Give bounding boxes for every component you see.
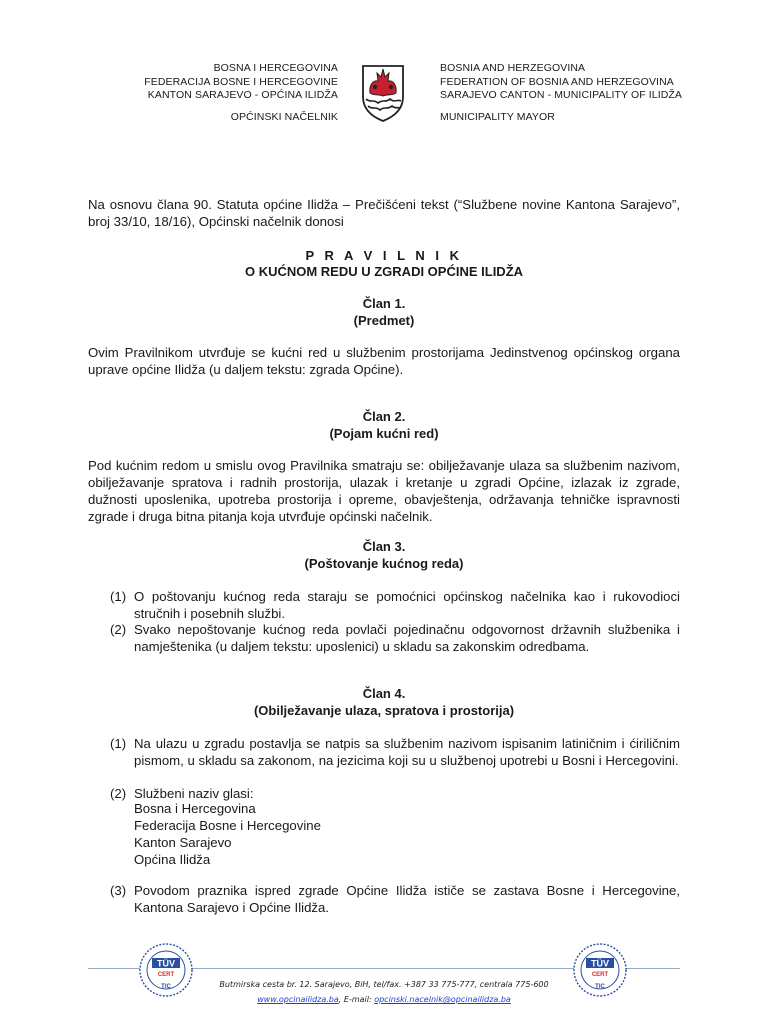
article-3-item-2 [110,621,680,655]
article-3-item-1 [110,588,680,622]
item-text: Službeni naziv glasi: [134,786,254,801]
header-left-line-2: FEDERACIJA BOSNE I HERCEGOVINE [144,75,338,88]
coat-of-arms-icon [360,63,406,123]
header-right [440,62,682,124]
cert-sub: TIC [595,984,605,990]
article-2-subheading: (Pojam kućni red) [329,426,439,441]
item-number: (2) [110,622,127,637]
article-1-text: Ovim Pravilnikom utvrđuje se kućni red u službenim prostorijama Jedinstvenog općinskog organa uprave općine Ilidža (u daljem tekstu: zgrada Općine). [88,345,680,377]
article-1-subheading: (Predmet) [353,313,415,328]
official-name-line-2: Federacija Bosne i Hercegovine [134,818,321,833]
official-name-line-4: Općina Ilidža [134,852,211,867]
header-left [144,62,338,124]
article-4-subheading: (Obilježavanje ulaza, spratova i prostorija) [253,703,515,718]
cert-brand: TÜV [157,958,175,969]
header-right-role: MUNICIPALITY MAYOR [440,110,555,123]
document-subtitle: O KUĆNOM REDU U ZGRADI OPĆINE ILIDŽA [244,264,524,279]
article-4-item-1 [110,735,680,769]
official-name-line-1: Bosna i Hercegovina [134,801,256,816]
item-text: Na ulazu u zgradu postavlja se natpis sa službenim nazivom ispisanim latiničnim i ćiriličnim pismom, u skladu sa zakonom, na jezicima koji su u službenoj upotrebi u Bosni i Hercegovini. [134,736,680,768]
article-4-item-3 [110,882,680,916]
cert-label: CERT [157,972,175,978]
email-link[interactable]: opcinski.nacelnik@opcinailidza.ba [374,995,511,1004]
item-number: (3) [110,883,127,898]
website-link[interactable]: www.opcinailidza.ba [257,995,339,1004]
cert-brand: TÜV [591,958,609,969]
item-number: (2) [110,786,127,801]
header-right-line-3: SARAJEVO CANTON - MUNICIPALITY OF ILIDŽA [440,89,683,101]
footer-address: Butmirska cesta br. 12. Sarajevo, BiH, tel/fax. +387 33 775-777, centrala 775-600 [219,980,549,989]
cert-label: CERT [591,972,609,978]
official-name-list [134,800,321,868]
footer-contacts [190,995,578,1004]
header-left-role: OPĆINSKI NAČELNIK [230,110,338,123]
header-right-line-2: FEDERATION OF BOSNIA AND HERZEGOVINA [440,75,674,88]
item-number: (1) [110,589,127,604]
item-number: (1) [110,736,127,751]
article-2-heading: Član 2. [362,409,406,424]
item-text: Povodom praznika ispred zgrade Općine Ilidža ističe se zastava Bosne i Hercegovine, Kantona Sarajevo i Općine Ilidža. [134,883,680,915]
item-text: Svako nepoštovanje kućnog reda povlači pojedinačnu odgovornost državnih službenika i namještenika (u daljem tekstu: uposlenici) u skladu sa zakonskim odredbama. [134,622,680,654]
document-title: P R A V I L N I K [305,248,463,263]
article-1-heading: Član 1. [362,296,406,311]
email-label: , E-mail: [338,995,375,1004]
tuv-cert-right-icon [572,942,628,998]
cert-sub: TIC [161,984,171,990]
article-4-heading: Član 4. [362,686,406,701]
header-left-line-3: KANTON SARAJEVO - OPĆINA ILIDŽA [147,89,338,101]
article-3-heading: Član 3. [362,539,406,554]
header-left-line-1: BOSNA I HERCEGOVINA [213,62,338,74]
item-text: O poštovanju kućnog reda staraju se pomoćnici općinskog načelnika kao i rukovodioci stručnih i posebnih službi. [134,589,680,621]
official-name-line-3: Kanton Sarajevo [134,835,232,850]
article-3-subheading: (Poštovanje kućnog reda) [304,556,464,571]
tuv-cert-left-icon [138,942,194,998]
article-2-text: Pod kućnim redom u smislu ovog Pravilnika smatraju se: obilježavanje ulaza sa službenim nazivom, obilježavanje spratova i radnih prostorija, ulazak i kretanje u zgradi Općine, izlazak iz zgrade, dužnosti uposlenika, upotreba prostorija i opreme, obavještenja, održavanja tehničke ispravnosti zgrade i druga bitna pitanja koja utvrđuje općinski načelnik. [88,458,680,524]
header-right-line-1: BOSNIA AND HERZEGOVINA [440,62,586,74]
intro-paragraph: Na osnovu člana 90. Statuta općine Ilidža – Prečišćeni tekst (“Službene novine Kantona Sarajevo”, broj 33/10, 18/16), Općinski načelnik donosi [88,197,680,229]
